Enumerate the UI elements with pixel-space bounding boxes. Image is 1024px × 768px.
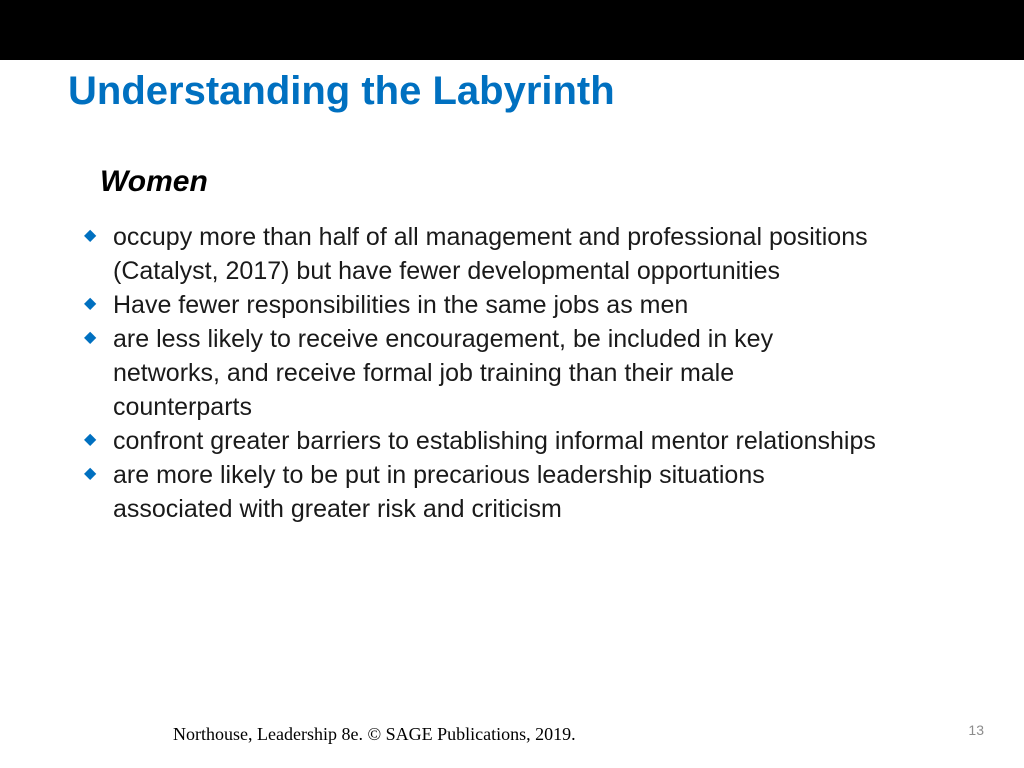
diamond-icon: ◆	[84, 429, 97, 448]
heading-row	[60, 160, 208, 204]
bullet-item	[80, 322, 880, 424]
slide-title: Understanding the Labyrinth	[68, 69, 615, 113]
page-number: 13	[968, 722, 984, 738]
diamond-icon: ◆	[84, 293, 97, 312]
diamond-icon: ◆	[84, 327, 97, 346]
bullet-text: Have fewer responsibilities in the same jobs as men	[113, 291, 689, 319]
bullet-text: confront greater barriers to establishing informal mentor relationships	[113, 427, 876, 455]
bullet-item	[80, 288, 880, 322]
bullet-item	[80, 424, 880, 458]
bullet-text: are less likely to receive encouragement, be included in key networks, and receive formal job training than their male counterparts	[113, 325, 774, 421]
diamond-icon: ◆	[84, 463, 97, 482]
bullet-item	[80, 220, 880, 288]
bullet-item	[80, 458, 880, 526]
top-bar	[0, 0, 1024, 60]
section-heading: Women	[100, 165, 208, 198]
bullet-text: occupy more than half of all management and professional positions (Catalyst, 2017) but have fewer developmental opportunities	[113, 223, 868, 285]
bullet-list	[80, 220, 880, 526]
bullet-text: are more likely to be put in precarious leadership situations associated with greater risk and criticism	[113, 461, 765, 523]
diamond-icon: ◆	[84, 225, 97, 244]
footer-citation: Northouse, Leadership 8e. © SAGE Publications, 2019.	[173, 724, 576, 744]
